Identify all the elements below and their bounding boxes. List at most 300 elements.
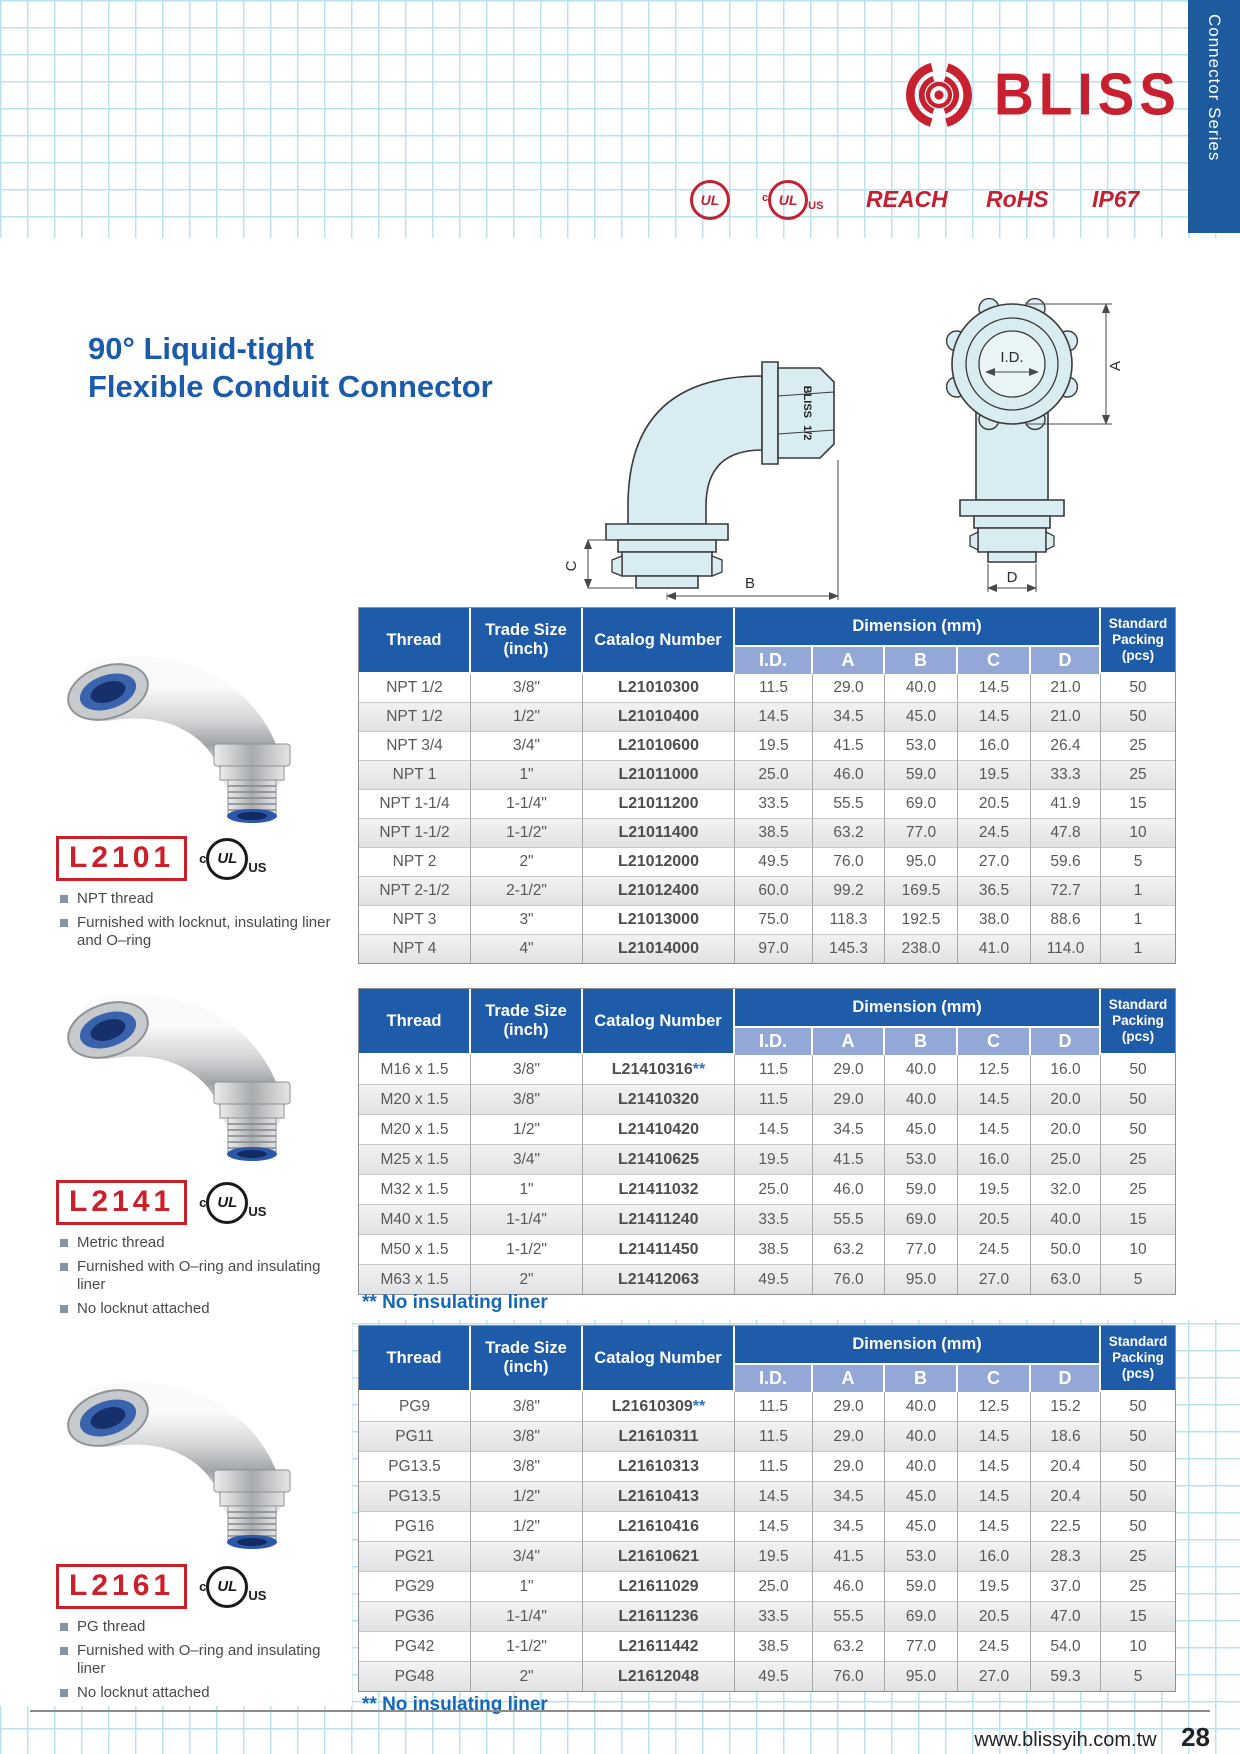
table-cell: M40 x 1.5 [359,1205,471,1235]
table-cell: 29.0 [813,1452,885,1482]
page-title-line2: Flexible Conduit Connector [88,369,493,404]
bullet-square-icon [60,1263,68,1271]
table-cell: 69.0 [885,790,958,819]
table-cell: 1 [1101,935,1175,963]
table-cell: 36.5 [958,877,1031,906]
table-cell: M20 x 1.5 [359,1085,471,1115]
table-cell: L21612048 [583,1662,735,1691]
table-cell: 10 [1101,819,1175,848]
table-cell: 16.0 [958,732,1031,761]
table-row [359,1542,1175,1572]
table-row [359,1422,1175,1452]
product-photo-l2101 [56,650,324,830]
series-label-l2141 [56,1180,266,1225]
col-header-d: D [1031,1365,1101,1392]
table-cell: 40.0 [885,1422,958,1452]
table-cell: 14.5 [958,1085,1031,1115]
col-header-d: D [1031,1028,1101,1055]
table-cell: PG48 [359,1662,471,1691]
table-cell: PG13.5 [359,1452,471,1482]
table-cell: L21610313 [583,1452,735,1482]
table-cell: 1-1/2" [471,1235,583,1265]
table-row [359,674,1175,703]
table-cell: 16.0 [1031,1055,1101,1085]
table-cell: 11.5 [735,1392,813,1422]
table-cell: 50 [1101,1392,1175,1422]
table-cell: 1/2" [471,703,583,732]
table-cell: 25 [1101,1572,1175,1602]
table-cell: 11.5 [735,674,813,703]
table-cell: L21411240 [583,1205,735,1235]
table-cell: 14.5 [958,1482,1031,1512]
footer [850,1722,1210,1753]
table-cell: 29.0 [813,1422,885,1452]
table-cell: 29.0 [813,674,885,703]
page-title [88,330,493,406]
table-cell: 45.0 [885,1115,958,1145]
table-cell: 77.0 [885,819,958,848]
table-cell: 40.0 [885,1452,958,1482]
table-cell: 20.5 [958,1205,1031,1235]
table-cell: NPT 1 [359,761,471,790]
bliss-logo-text: BLISS [994,60,1181,128]
table-cell: 3/8" [471,674,583,703]
table-cell: L21410320 [583,1085,735,1115]
table-row [359,1392,1175,1422]
table-cell: 50 [1101,1422,1175,1452]
col-header-dimension: Dimension (mm) [735,608,1101,647]
table-cell: 1 [1101,877,1175,906]
col-header-b: B [885,647,958,674]
table-cell: 27.0 [958,848,1031,877]
table-cell: 2" [471,1265,583,1294]
table-cell: 1" [471,1572,583,1602]
table-cell: 46.0 [813,1572,885,1602]
table-cell: 11.5 [735,1422,813,1452]
table-cell: 1/2" [471,1115,583,1145]
table-cell: PG11 [359,1422,471,1452]
table-cell: 21.0 [1031,674,1101,703]
col-header-thread: Thread [359,1326,471,1392]
ip67-label: IP67 [1092,186,1140,212]
table-cell: 25.0 [735,1572,813,1602]
table-row [359,1572,1175,1602]
table-cell: 29.0 [813,1055,885,1085]
table-cell: 3/4" [471,1542,583,1572]
table-cell: 47.8 [1031,819,1101,848]
table-cell: 10 [1101,1632,1175,1662]
table-cell: 19.5 [735,1145,813,1175]
table-cell: 97.0 [735,935,813,963]
bliss-logo-icon [896,50,982,140]
table-cell: 1" [471,761,583,790]
table-cell: 25.0 [735,1175,813,1205]
table-cell: 41.9 [1031,790,1101,819]
table-row [359,1632,1175,1662]
table-cell: 50 [1101,703,1175,732]
table-cell: 11.5 [735,1452,813,1482]
table-cell: 46.0 [813,761,885,790]
table-cell: 45.0 [885,1512,958,1542]
table-cell: M16 x 1.5 [359,1055,471,1085]
series-label-l2161 [56,1564,266,1609]
table-cell: L21610621 [583,1542,735,1572]
table-cell: 15 [1101,1602,1175,1632]
table-cell: 145.3 [813,935,885,963]
table-cell: 21.0 [1031,703,1101,732]
table-cell: 19.5 [735,1542,813,1572]
table-cell: L21611236 [583,1602,735,1632]
table-cell: 76.0 [813,848,885,877]
table-cell: 14.5 [958,1452,1031,1482]
feature-item [60,1642,338,1678]
col-header-packing: Standard Packing (pcs) [1101,989,1175,1055]
table-row [359,1512,1175,1542]
table-cell: 25.0 [1031,1145,1101,1175]
table-row [359,790,1175,819]
table-cell: L21610416 [583,1512,735,1542]
bullet-square-icon [60,1623,68,1631]
table-cell: 118.3 [813,906,885,935]
table-cell: 15 [1101,1205,1175,1235]
drawing-brand-mark: BLISS [801,385,813,419]
table-cell: 19.5 [958,1572,1031,1602]
table-cell: 1-1/4" [471,1205,583,1235]
table-cell: 5 [1101,1265,1175,1294]
col-header-thread: Thread [359,608,471,674]
table-cell: 114.0 [1031,935,1101,963]
table-cell: 24.5 [958,1632,1031,1662]
table-cell: 14.5 [735,703,813,732]
cul-us-mark: c UL US [762,180,823,220]
table-cell: 20.4 [1031,1452,1101,1482]
table-cell: 1" [471,1175,583,1205]
table-cell: 32.0 [1031,1175,1101,1205]
table-cell: 59.0 [885,761,958,790]
table-cell: 25 [1101,1145,1175,1175]
table-cell: 19.5 [958,1175,1031,1205]
table-cell: 15.2 [1031,1392,1101,1422]
feature-item [60,1234,338,1252]
col-header-trade-size: Trade Size (inch) [471,989,583,1055]
table-row [359,1145,1175,1175]
table-cell: 50 [1101,1452,1175,1482]
no-liner-marker: ** [692,1397,706,1415]
table-cell: 69.0 [885,1205,958,1235]
table-cell: 40.0 [885,674,958,703]
table-cell: 99.2 [813,877,885,906]
table-cell: 34.5 [813,1512,885,1542]
table-row [359,1235,1175,1265]
table-cell: M32 x 1.5 [359,1175,471,1205]
table-cell: 15 [1101,790,1175,819]
table-cell: 88.6 [1031,906,1101,935]
table-cell: 2-1/2" [471,877,583,906]
col-header-dimension: Dimension (mm) [735,989,1101,1028]
feature-item [60,914,338,950]
table-metric [358,988,1174,1295]
table-cell: 14.5 [735,1115,813,1145]
table-cell: 29.0 [813,1392,885,1422]
table-cell: 14.5 [958,1115,1031,1145]
col-header-packing: Standard Packing (pcs) [1101,608,1175,674]
sidebar-label: Connector Series [1205,14,1224,162]
table-cell: 10 [1101,1235,1175,1265]
bullet-square-icon [60,895,68,903]
table-cell: L21011000 [583,761,735,790]
table-cell: 5 [1101,848,1175,877]
table-cell: M20 x 1.5 [359,1115,471,1145]
table-cell: 38.5 [735,1235,813,1265]
table-cell: 19.5 [958,761,1031,790]
table-cell: 25 [1101,1175,1175,1205]
table-cell: 40.0 [1031,1205,1101,1235]
table-cell: 76.0 [813,1265,885,1294]
table-cell: 34.5 [813,1482,885,1512]
table-cell: 3/8" [471,1452,583,1482]
col-header-catalog: Catalog Number [583,1326,735,1392]
feature-text: Metric thread [77,1234,165,1251]
table-cell: 4" [471,935,583,963]
table-cell: 45.0 [885,703,958,732]
technical-drawing-end-view [930,288,1130,606]
table-cell: 41.5 [813,732,885,761]
dimension-label-b: B [744,575,756,592]
dimension-label-d: D [1006,569,1018,586]
table-cell: 50 [1101,1085,1175,1115]
table-cell: 3/8" [471,1422,583,1452]
table-cell: 3/8" [471,1392,583,1422]
series-label-l2101 [56,836,266,881]
table-row [359,1115,1175,1145]
table-cell: 95.0 [885,1662,958,1691]
table-cell: NPT 3 [359,906,471,935]
dimension-label-c: C [563,560,580,572]
table-cell: 55.5 [813,1602,885,1632]
table-cell: 75.0 [735,906,813,935]
table-cell: 25 [1101,1542,1175,1572]
technical-drawing-side-view [548,288,868,606]
table-cell: 26.4 [1031,732,1101,761]
col-header-catalog: Catalog Number [583,989,735,1055]
table-cell: L21010300 [583,674,735,703]
table-cell: L21010600 [583,732,735,761]
table-cell: 49.5 [735,1265,813,1294]
table-cell: L21610413 [583,1482,735,1512]
table-cell: L21410420 [583,1115,735,1145]
table-cell: L21011400 [583,819,735,848]
connector-series-sidebar [1188,0,1240,233]
table-cell: 50 [1101,1512,1175,1542]
table-cell: 11.5 [735,1055,813,1085]
table-cell: NPT 1/2 [359,674,471,703]
table-cell: 46.0 [813,1175,885,1205]
table-cell: 20.5 [958,1602,1031,1632]
cul-us-icon: c UL US [199,1566,266,1608]
feature-item [60,1258,338,1294]
table-cell: 72.7 [1031,877,1101,906]
table-cell: 77.0 [885,1632,958,1662]
table-cell: 40.0 [885,1085,958,1115]
bullet-square-icon [60,1239,68,1247]
col-header-c: C [958,1365,1031,1392]
table-cell: 20.4 [1031,1482,1101,1512]
table-cell: L21013000 [583,906,735,935]
table-cell: 41.0 [958,935,1031,963]
table-cell: 25 [1101,761,1175,790]
table-cell: 40.0 [885,1055,958,1085]
table-cell: M63 x 1.5 [359,1265,471,1294]
table-cell: 20.0 [1031,1115,1101,1145]
table-cell: 169.5 [885,877,958,906]
col-header-catalog: Catalog Number [583,608,735,674]
table-cell: NPT 3/4 [359,732,471,761]
table-cell: 14.5 [958,1512,1031,1542]
table-cell: 3/4" [471,1145,583,1175]
table-cell: L21611029 [583,1572,735,1602]
table-cell: 77.0 [885,1235,958,1265]
feature-list-l2101 [60,890,338,956]
feature-item [60,1618,338,1636]
table-cell: M50 x 1.5 [359,1235,471,1265]
table-row [359,1452,1175,1482]
series-code: L2161 [56,1564,187,1609]
table-cell: 95.0 [885,848,958,877]
table-cell: 55.5 [813,1205,885,1235]
table-cell: 14.5 [735,1512,813,1542]
table-cell: 63.2 [813,819,885,848]
table-cell: 2" [471,848,583,877]
table-cell: 95.0 [885,1265,958,1294]
footer-rule [30,1710,1210,1712]
table-pg [358,1325,1174,1692]
table-cell: 20.5 [958,790,1031,819]
table-cell: L21610311 [583,1422,735,1452]
table-cell: 34.5 [813,1115,885,1145]
table-row [359,1662,1175,1691]
col-header-id: I.D. [735,1028,813,1055]
table-row [359,819,1175,848]
table-cell: L21012000 [583,848,735,877]
table-cell: 3/4" [471,732,583,761]
table-cell: 2" [471,1662,583,1691]
table-cell: 37.0 [1031,1572,1101,1602]
table-cell: NPT 1-1/2 [359,819,471,848]
bullet-square-icon [60,1305,68,1313]
table-cell: 38.0 [958,906,1031,935]
table-cell: 27.0 [958,1265,1031,1294]
table-cell: 27.0 [958,1662,1031,1691]
feature-item [60,890,338,908]
table-cell: 50 [1101,674,1175,703]
table-cell: 18.6 [1031,1422,1101,1452]
table-cell: 53.0 [885,732,958,761]
dimension-label-id: I.D. [1000,349,1024,366]
table-row [359,703,1175,732]
col-header-dimension: Dimension (mm) [735,1326,1101,1365]
table-row [359,732,1175,761]
table-row [359,1055,1175,1085]
col-header-b: B [885,1028,958,1055]
cul-us-icon: c UL US [199,1182,266,1224]
feature-text: PG thread [77,1618,146,1635]
ul-mark: UL [690,180,730,220]
col-header-thread: Thread [359,989,471,1055]
col-header-id: I.D. [735,1365,813,1392]
feature-text: NPT thread [77,890,154,907]
table-cell: 238.0 [885,935,958,963]
table-cell: L21411450 [583,1235,735,1265]
feature-text: No locknut attached [77,1684,210,1701]
table-cell: 14.5 [735,1482,813,1512]
table-cell: 16.0 [958,1145,1031,1175]
table-cell: 12.5 [958,1055,1031,1085]
table-row [359,1482,1175,1512]
table-cell: 59.0 [885,1572,958,1602]
table-cell: L21410316** [583,1055,735,1085]
table-cell: M25 x 1.5 [359,1145,471,1175]
table-row [359,848,1175,877]
feature-text: Furnished with O–ring and insulating liner [77,1258,321,1293]
table-cell: 1/2" [471,1482,583,1512]
table-row [359,906,1175,935]
col-header-packing: Standard Packing (pcs) [1101,1326,1175,1392]
table-cell: 69.0 [885,1602,958,1632]
table-cell: 45.0 [885,1482,958,1512]
table-npt [358,607,1174,964]
page-title-line1: 90° Liquid-tight [88,331,314,366]
table-cell: 12.5 [958,1392,1031,1422]
table-cell: PG16 [359,1512,471,1542]
table-cell: 1-1/2" [471,819,583,848]
col-header-a: A [813,1365,885,1392]
footer-page-number: 28 [1181,1722,1210,1752]
table-cell: PG21 [359,1542,471,1572]
table-cell: 60.0 [735,877,813,906]
table-cell: 1-1/2" [471,1632,583,1662]
table-cell: 5 [1101,1662,1175,1691]
table-cell: 29.0 [813,1085,885,1115]
bullet-square-icon [60,1689,68,1697]
feature-list-l2161 [60,1618,338,1708]
table-cell: 38.5 [735,1632,813,1662]
table-cell: PG29 [359,1572,471,1602]
table-row [359,935,1175,963]
table-cell: 33.5 [735,790,813,819]
table-cell: 49.5 [735,848,813,877]
table-cell: L21012400 [583,877,735,906]
table-cell: 40.0 [885,1392,958,1422]
table-cell: 192.5 [885,906,958,935]
table-cell: 25.0 [735,761,813,790]
table-cell: 1 [1101,906,1175,935]
feature-item [60,1684,338,1702]
col-header-d: D [1031,647,1101,674]
table-cell: 33.5 [735,1205,813,1235]
table-cell: PG36 [359,1602,471,1632]
feature-list-l2141 [60,1234,338,1324]
table-cell: 50 [1101,1482,1175,1512]
table-cell: 14.5 [958,1422,1031,1452]
table-cell: 41.5 [813,1145,885,1175]
table-cell: 1-1/4" [471,1602,583,1632]
table-cell: 53.0 [885,1145,958,1175]
col-header-trade-size: Trade Size (inch) [471,608,583,674]
table-cell: 24.5 [958,1235,1031,1265]
table-cell: NPT 4 [359,935,471,963]
table-row [359,1085,1175,1115]
feature-text: No locknut attached [77,1300,210,1317]
